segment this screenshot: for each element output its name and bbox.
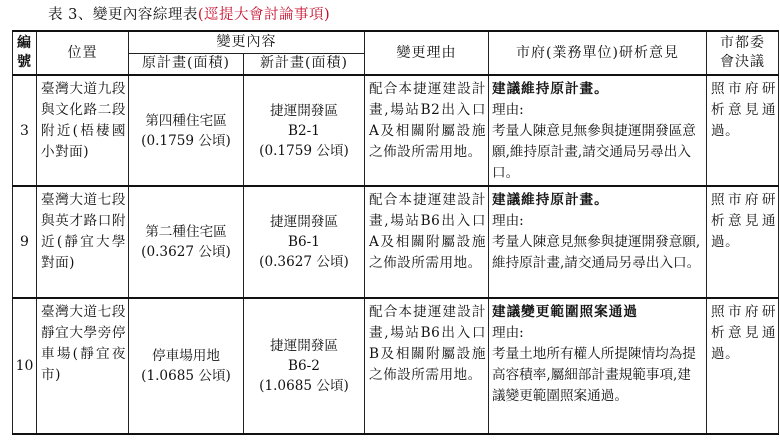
opinion-label: 理由:: [492, 102, 524, 118]
header-city-opinion: 市府(業務單位)研析意見: [489, 31, 707, 75]
header-change-content: 變更內容: [129, 31, 365, 53]
opinion-label: 理由:: [492, 325, 524, 341]
table-row: [13, 298, 779, 434]
row-city-opinion: [489, 298, 707, 434]
header-location: 位置: [37, 31, 129, 75]
header-original-plan: 原計畫(面積): [129, 53, 244, 75]
row-new-plan: [244, 186, 365, 298]
original-zone-name: 停車場用地: [152, 348, 220, 364]
original-zone-area: (0.1759 公頃): [141, 132, 231, 149]
new-zone-area: (0.3627 公頃): [259, 254, 349, 270]
row-location: 臺灣大道九段與文化路二段附近(梧棲國小對面): [37, 75, 129, 186]
header-new-plan: 新計畫(面積): [244, 53, 365, 75]
row-committee-decision: 照市府研析意見通過。: [707, 186, 779, 298]
row-seq: 3: [13, 75, 37, 186]
opinion-body: 考量土地所有權人所提陳情均為提高容積率,屬細部計畫規範事項,建議變更範圍照案通過。: [492, 346, 696, 404]
row-original-plan: [129, 186, 244, 298]
row-location: 臺灣大道七段與英才路口附近(靜宜大學對面): [37, 186, 129, 298]
original-zone-area: (0.3627 公頃): [141, 244, 231, 260]
table-row: [13, 75, 779, 186]
new-zone-code: B6-2: [288, 358, 320, 374]
opinion-heading: 建議維持原計畫。: [492, 81, 609, 97]
row-new-plan: [244, 298, 365, 434]
row-seq: 9: [13, 186, 37, 298]
row-original-plan: [129, 298, 244, 434]
row-reason: 配合本捷運建設計畫,場站B2出入口A及相關附屬設施之佈設所需用地。: [365, 75, 489, 186]
new-zone-name: 捷運開發區: [270, 338, 338, 354]
opinion-body: 考量人陳意見無參與捷運開發區意願,維持原計畫,請交通局另尋出入口。: [492, 123, 696, 181]
change-summary-table: [12, 30, 779, 435]
caption-highlight: (逕提大會討論事項): [197, 7, 331, 23]
new-zone-area: (1.0685 公頃): [259, 378, 349, 394]
row-committee-decision: 照市府研析意見通過。: [707, 75, 779, 186]
opinion-heading: 建議維持原計畫。: [492, 192, 609, 208]
original-zone-name: 第四種住宅區: [145, 112, 227, 129]
opinion-heading: 建議變更範圍照案通過: [492, 304, 638, 320]
row-location: 臺灣大道七段靜宜大學旁停車場(靜宜夜市): [37, 298, 129, 434]
opinion-body: 考量人陳意見無參與捷運開發意願,維持原計畫,請交通局另尋出入口。: [492, 234, 701, 271]
caption-prefix: 表 3、變更內容綜理表: [48, 7, 198, 23]
row-reason: 配合本捷運建設計畫,場站B6出入口B及相關附屬設施之佈設所需用地。: [365, 298, 489, 434]
new-zone-area: (0.1759 公頃): [259, 142, 349, 159]
original-zone-area: (1.0685 公頃): [141, 368, 231, 384]
row-city-opinion: [489, 186, 707, 298]
header-committee-decision: 市都委會決議: [707, 31, 779, 75]
row-original-plan: [129, 75, 244, 186]
row-new-plan: [244, 75, 365, 186]
table-caption: [48, 4, 330, 26]
new-zone-name: 捷運開發區: [270, 214, 338, 230]
table-row: [13, 186, 779, 298]
row-city-opinion: [489, 75, 707, 186]
new-zone-code: B6-1: [288, 234, 320, 250]
opinion-label: 理由:: [492, 213, 524, 229]
row-seq: 10: [13, 298, 37, 434]
header-seq: 編號: [13, 31, 37, 75]
row-reason: 配合本捷運建設計畫,場站B6出入口A及相關附屬設施之佈設所需用地。: [365, 186, 489, 298]
original-zone-name: 第二種住宅區: [145, 224, 227, 240]
new-zone-code: B2-1: [288, 122, 320, 139]
row-committee-decision: 照市府研析意見通過。: [707, 298, 779, 434]
new-zone-name: 捷運開發區: [270, 102, 338, 119]
header-reason: 變更理由: [365, 31, 489, 75]
